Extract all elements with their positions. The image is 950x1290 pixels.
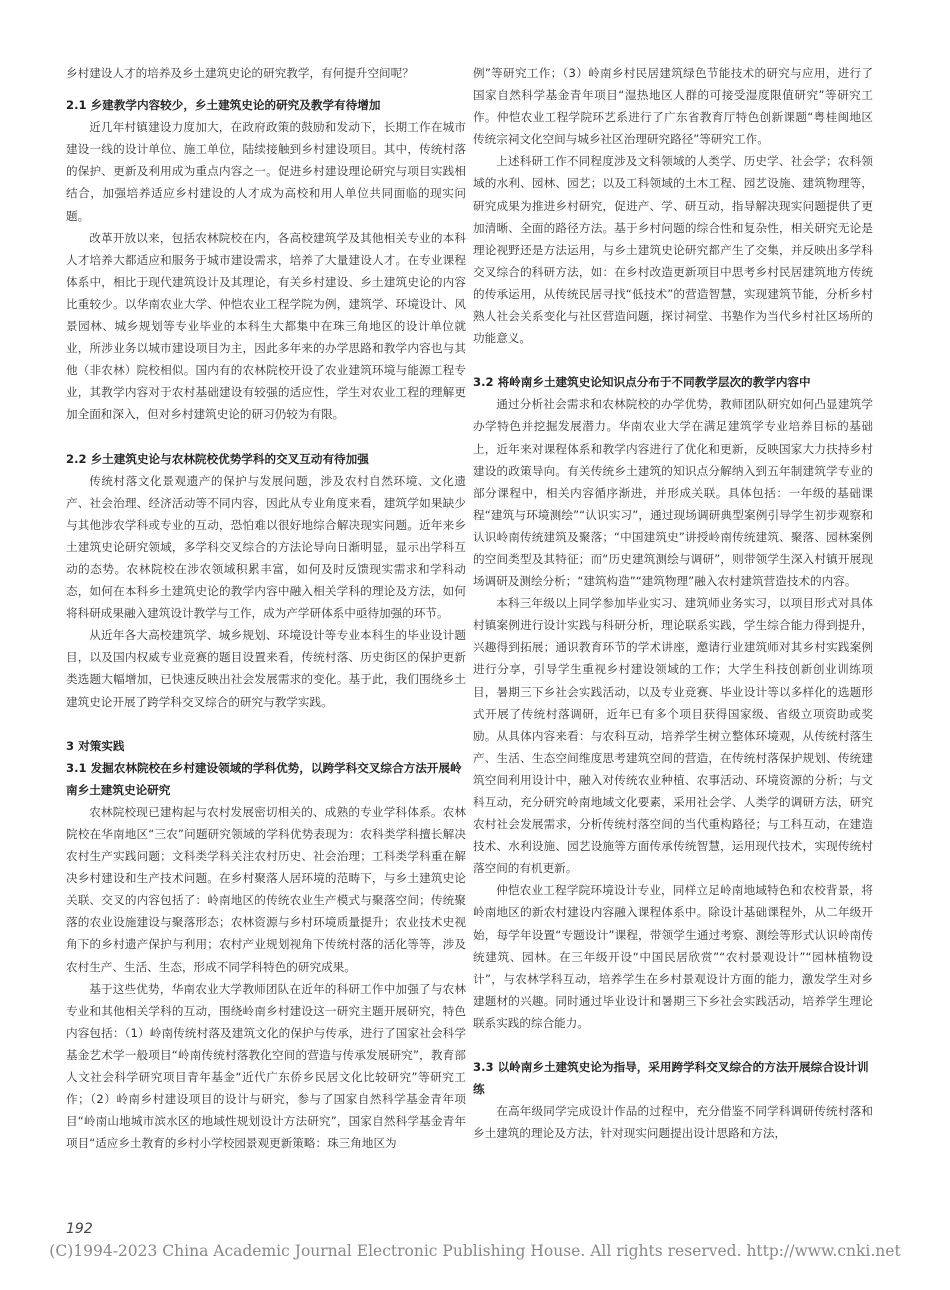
research-summary-paragraph: 上述科研工作不同程度涉及文科领域的人类学、历史学、社会学；农科领域的水利、园林、园艺；以及工科领域的土木工程、园艺设施、建筑物理等，研究成果为推进乡村研究，促进产、学、研互动，指导解决现实问题提供了更加清晰、全面的路径方法。基于乡村问题的综合性和复杂性，相关研究无论是理论视野还是方法运用，与乡土建筑史论研究都产生了交集，并反映出多学科交叉综合的科研方法，如：在乡村改造更新项目中思考乡村民居建筑地方传统的传承运用，从传统民居寻找“低技术”的营造智慧，实现建筑节能，分析乡村熟人社会关系变化与社区营造问题，探讨祠堂、书塾作为当代乡村社区场所的功能意义。	[473, 154, 873, 346]
intro-paragraph: 乡村建设人才的培养及乡土建筑史论的研究教学，有何提升空间呢？	[66, 66, 414, 80]
section-2-2-paragraph-1: 传统村落文化景观遗产的保护与发展问题，涉及农村自然环境、文化遗产、社会治理、经济活动等不同内容，因此从专业角度来看，建筑学如果缺少与其他涉农学科或专业的互动，恐怕难以很好地综合解决现实问题。近年来乡土建筑史论研究领域，多学科交叉综合的方法论导向日渐明显，显示出学科互动的态势。农林院校在涉农领域积累丰富，如何及时反馈现实需求和学科动态，如何在本科乡土建筑史论的教学内容中融入相关学科的理论及方法，如何将科研成果融入建筑设计教学与工作，成为产学研体系中亟待加强的环节。	[66, 473, 466, 621]
section-3-3-heading: 3.3 以岭南乡土建筑史论为指导，采用跨学科交叉综合的方法开展综合设计训练	[473, 1060, 869, 1097]
continued-paragraph: 例”等研究工作；（3）岭南乡村民居建筑绿色节能技术的研究与应用，进行了国家自然科学基金青年项目“湿热地区人群的可接受湿度限值研究”等研究工作。仲恺农业工程学院环艺系进行了广东省教育厅特色创新课题“粤桂闽地区传统宗祠文化空间与城乡社区治理研究路径”等研究工作。	[473, 66, 873, 147]
left-column	[66, 62, 466, 1154]
section-2-2-paragraph-2: 从近年各大高校建筑学、城乡规划、环境设计等专业本科生的毕业设计题目，以及国内权威专业竞赛的题目设置来看，传统村落、历史街区的保护更新类选题大幅增加，已快速反映出社会发展需求的变化。基于此，我们围绕乡土建筑史论开展了跨学科交叉综合的研究与教学实践。	[66, 628, 466, 709]
section-3-heading: 3 对策实践	[66, 738, 125, 753]
section-2-1-paragraph-2: 改革开放以来，包括农林院校在内，各高校建筑学及其他相关专业的本科人才培养大都适应和服务于城市建设需求，培养了大量建设人才。在专业课程体系中，相比于现代建筑设计及其理论，有关乡村建设、乡土建筑史论的内容比重较少。以华南农业大学、仲恺农业工程学院为例，建筑学、环境设计、风景园林、城乡规划等专业毕业的本科生大都集中在珠三角地区的设计单位就业，所涉业务以城市建设项目为主，因此多年来的办学思路和教学内容也与其他（非农林）院校相似。国内有的农林院校开设了农业建筑环境与能源工程专业，其教学内容对于农村基础建设有较强的适应性，学生对农业工程的理解更加全面和深入，但对乡村建筑史论的研习仍较为有限。	[66, 230, 466, 422]
section-2-2-heading: 2.2 乡土建筑史论与农林院校优势学科的交叉互动有待加强	[66, 451, 369, 466]
section-2-1-paragraph-1: 近几年村镇建设力度加大，在政府政策的鼓励和发动下，长期工作在城市建设一线的设计单位、施工单位，陆续接触到乡村建设项目。其中，传统村落的保护、更新及利用成为重点内容之一。促进乡村建设理论研究与项目实践相结合，加强培养适应乡村建设的人才成为高校和用人单位共同面临的现实问题。	[66, 120, 466, 223]
section-3-2-paragraph-3: 仲恺农业工程学院环境设计专业，同样立足岭南地域特色和农校背景，将岭南地区的新农村建设内容融入课程体系中。除设计基础课程外，从二年级开始，每学年设置“专题设计”课程，带领学生通过考察、测绘等形式认识岭南传统建筑、园林。在三年级开设“中国民居欣赏”“农村景观设计”“园林植物设计”，与农林学科互动，培养学生在乡村景观设计方面的能力，激发学生对乡建题材的兴趣。同时通过毕业设计和暑期三下乡社会实践活动，培养学生理论联系实践的综合能力。	[473, 883, 873, 1030]
section-2-1-heading: 2.1 乡建教学内容较少，乡土建筑史论的研究及教学有待增加	[66, 98, 381, 113]
section-3-1-paragraph-2: 基于这些优势，华南农业大学教师团队在近年的科研工作中加强了与农林专业和其他相关学科的互动，围绕岭南乡村建设这一研究主题开展研究，特色内容包括：（1）岭南传统村落及建筑文化的保护与传承，进行了国家社会科学基金艺术学一般项目“岭南传统村落教化空间的营造与传承发展研究”，教育部人文社会科学研究项目青年基金“近代广东侨乡民居文化比较研究”等研究工作；（2）岭南乡村建设项目的设计与研究，参与了国家自然科学基金青年项目“岭南山地城市滨水区的地域性规划设计方法研究”，国家自然科学基金青年项目“适应乡土教育的乡村小学校园景观更新策略：珠三角地区为	[66, 981, 466, 1151]
section-3-2-heading: 3.2 将岭南乡土建筑史论知识点分布于不同教学层次的教学内容中	[473, 375, 811, 390]
section-3-1-paragraph-1: 农林院校现已建构起与农村发展密切相关的、成熟的专业学科体系。农林院校在华南地区“三农”问题研究领域的学科优势表现为：农科类学科擅长解决农村生产实践问题；文科类学科关注农村历史、社会治理；工科类学科重在解决乡村建设和生产技术问题。在乡村聚落人居环境的范畴下，与乡土建筑史论关联、交叉的内容包括了：岭南地区的传统农业生产模式与聚落空间；传统聚落的农业设施建设与聚落形态；农林资源与乡村环境质量提升；农业技术史视角下的乡村遗产保护与利用；农村产业规划视角下传统村落的活化等等，涉及农村生产、生活、生态，形成不同学科特色的研究成果。	[66, 804, 466, 974]
section-3-2-paragraph-1: 通过分析社会需求和农林院校的办学优势，教师团队研究如何凸显建筑学办学特色并挖掘发展潜力。华南农业大学在满足建筑学专业培养目标的基础上，近年来对课程体系和教学内容进行了优化和更新，反映国家大力扶持乡村建设的政策导向。有关传统乡土建筑的知识点分解纳入到五年制建筑学专业的部分课程中，相关内容循序渐进，并形成关联。具体包括：一年级的基础课程“建筑与环境测绘”“认识实习”，通过现场调研典型案例引导学生初步观察和认识岭南传统建筑及聚落；“中国建筑史”讲授岭南传统建筑、聚落、园林案例的空间类型及其特征；而“历史建筑测绘与调研”，则带领学生深入村镇开展现场调研及测绘分析；“建筑构造”“建筑物理”融入农村建筑营造技术的内容。	[473, 397, 873, 589]
section-3-3-paragraph-1: 在高年级同学完成设计作品的过程中，充分借鉴不同学科调研传统村落和乡土建筑的理论及方法，针对现实问题提出设计思路和方法，	[473, 1104, 873, 1141]
section-3-2-paragraph-2: 本科三年级以上同学参加毕业实习、建筑师业务实习，以项目形式对具体村镇案例进行设计实践与科研分析，理论联系实践，学生综合能力得到提升，兴趣得到拓展；通识教育环节的学术讲座，邀请行业建筑师对其乡村实践案例进行分享，引导学生重视乡村建设领域的工作；大学生科技创新创业训练项目，暑期三下乡社会实践活动，以及专业竞赛、毕业设计等以多样化的选题形式开展了传统村落调研，近年已有多个项目获得国家级、省级立项资助或奖励。从具体内容来看：与农科互动，培养学生树立整体环境观，从传统村落生产、生活、生态空间维度思考建筑空间的营造，在传统村落保护规划、传统建筑空间利用设计中，融入对传统农业种植、农事活动、环境资源的分析；与文科互动，充分研究岭南地域文化要素，采用社会学、人类学的调研方法，研究农村社会发展需求，分析传统村落空间的当代重构路径；与工科互动，在建造技术、水利设施、园艺设施等方面传承传统智慧，运用现代技术，实现传统村落空间的有机更新。	[473, 596, 873, 876]
section-3-1-heading: 3.1 发掘农林院校在乡村建设领域的学科优势，以跨学科交叉综合方法开展岭南乡土建筑史论研究	[66, 760, 462, 797]
copyright-footer: (C)1994-2023 China Academic Journal Electronic Publishing House. All rights reserved. http://www.cnki.net	[49, 1242, 901, 1260]
page-number: 192	[66, 1221, 93, 1237]
right-column	[473, 62, 873, 1144]
